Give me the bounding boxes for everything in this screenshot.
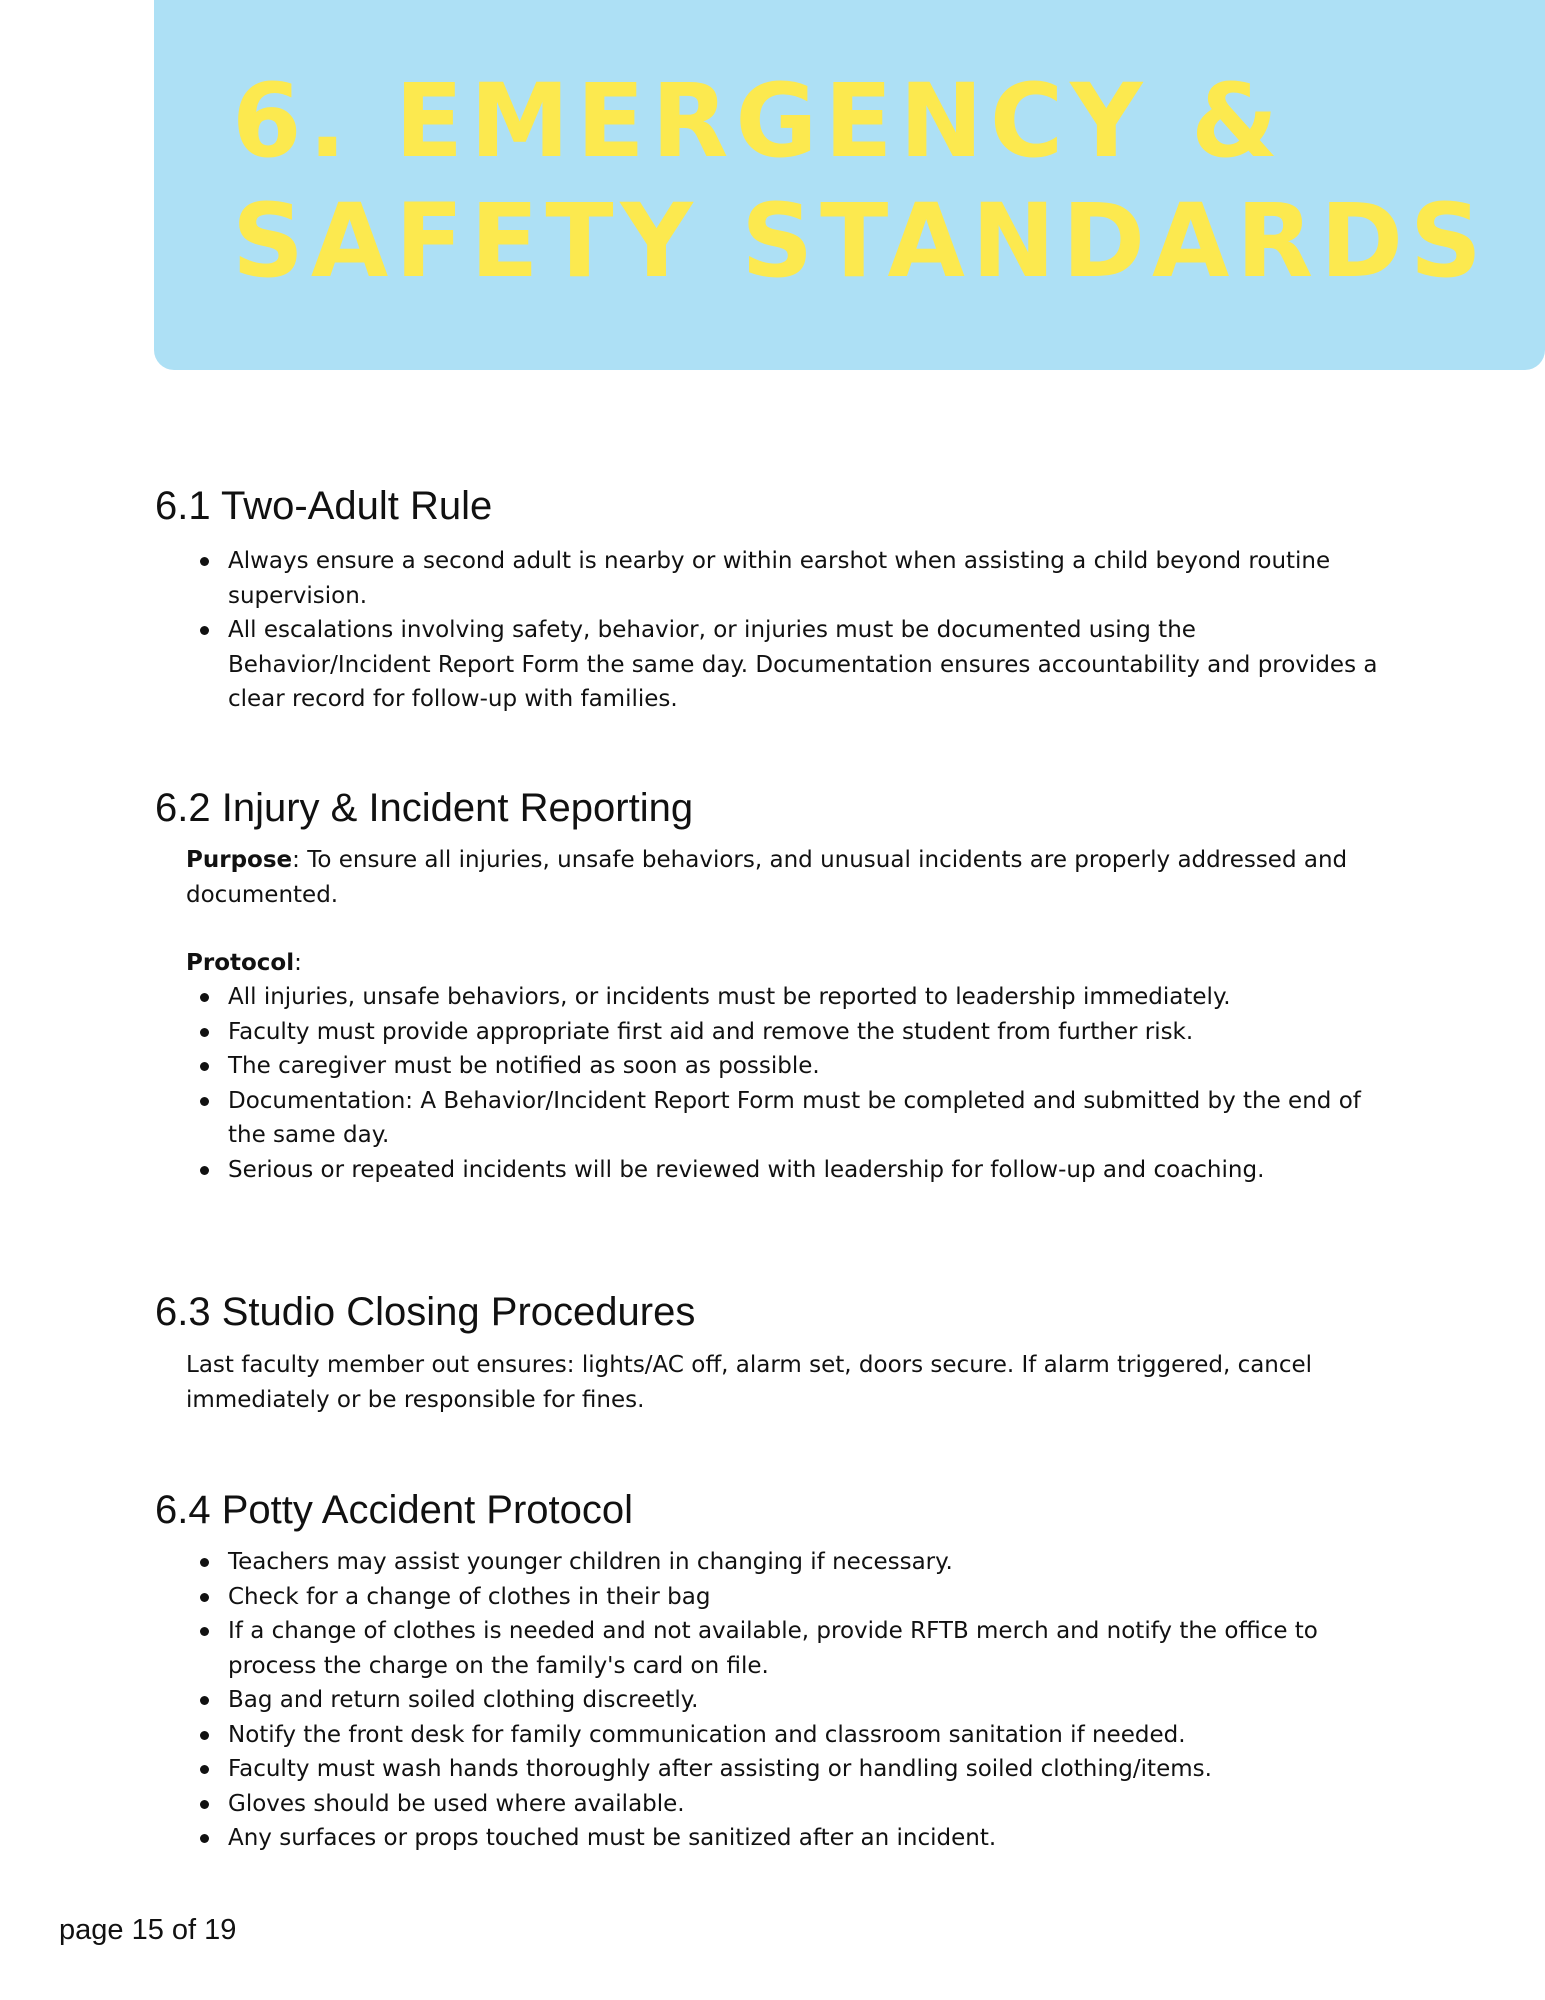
purpose-paragraph xyxy=(186,843,1386,912)
list-item: The caregiver must be notified as soon as possible. xyxy=(196,1049,1396,1084)
list-item: Gloves should be used where available. xyxy=(196,1787,1396,1822)
list-item: If a change of clothes is needed and not available, provide RFTB merch and notify the office to process the charge on the family's card on file. xyxy=(196,1614,1396,1683)
list-item: Check for a change of clothes in their bag xyxy=(196,1580,1396,1615)
purpose-text: : To ensure all injuries, unsafe behaviors, and unusual incidents are properly addressed and documented. xyxy=(186,847,1348,908)
purpose-label: Purpose xyxy=(186,847,293,873)
protocol-suffix: : xyxy=(294,950,302,976)
title-line-1: 6. EMERGENCY & xyxy=(232,62,1286,181)
page-number: page 15 of 19 xyxy=(59,1914,237,1946)
section-heading-two-adult-rule: 6.1 Two-Adult Rule xyxy=(155,484,493,528)
list-item: Any surfaces or props touched must be sanitized after an incident. xyxy=(196,1821,1396,1856)
list-item: Faculty must provide appropriate first aid and remove the student from further risk. xyxy=(196,1015,1396,1050)
injury-protocol-list xyxy=(196,980,1396,1187)
title-banner xyxy=(154,0,1545,370)
list-item: Documentation: A Behavior/Incident Report Form must be completed and submitted by the end of the same day. xyxy=(196,1084,1396,1153)
title-line-2: SAFETY STANDARDS xyxy=(232,182,1489,301)
potty-accident-list xyxy=(196,1545,1396,1856)
section-heading-injury-reporting: 6.2 Injury & Incident Reporting xyxy=(155,786,694,830)
list-item: Always ensure a second adult is nearby or within earshot when assisting a child beyond routine supervision. xyxy=(196,544,1396,613)
list-item: Notify the front desk for family communication and classroom sanitation if needed. xyxy=(196,1718,1396,1753)
list-item: Serious or repeated incidents will be reviewed with leadership for follow-up and coaching. xyxy=(196,1153,1396,1188)
page-title xyxy=(232,62,1489,302)
section-heading-potty-accident: 6.4 Potty Accident Protocol xyxy=(155,1488,634,1532)
two-adult-rule-list xyxy=(196,544,1396,717)
list-item: All injuries, unsafe behaviors, or incidents must be reported to leadership immediately. xyxy=(196,980,1396,1015)
list-item: All escalations involving safety, behavior, or injuries must be documented using the Behavior/Incident Report Form the same day. Documentation ensures accountability and provides a clear record for follow-up with families. xyxy=(196,613,1396,717)
studio-closing-paragraph: Last faculty member out ensures: lights/AC off, alarm set, doors secure. If alarm triggered, cancel immediately or be responsible for fines. xyxy=(186,1352,1313,1413)
list-item: Bag and return soiled clothing discreetly. xyxy=(196,1683,1396,1718)
protocol-label: Protocol xyxy=(186,950,295,976)
section-heading-studio-closing: 6.3 Studio Closing Procedures xyxy=(155,1290,696,1334)
list-item: Teachers may assist younger children in changing if necessary. xyxy=(196,1545,1396,1580)
protocol-label-line xyxy=(186,946,1386,981)
list-item: Faculty must wash hands thoroughly after assisting or handling soiled clothing/items. xyxy=(196,1752,1396,1787)
